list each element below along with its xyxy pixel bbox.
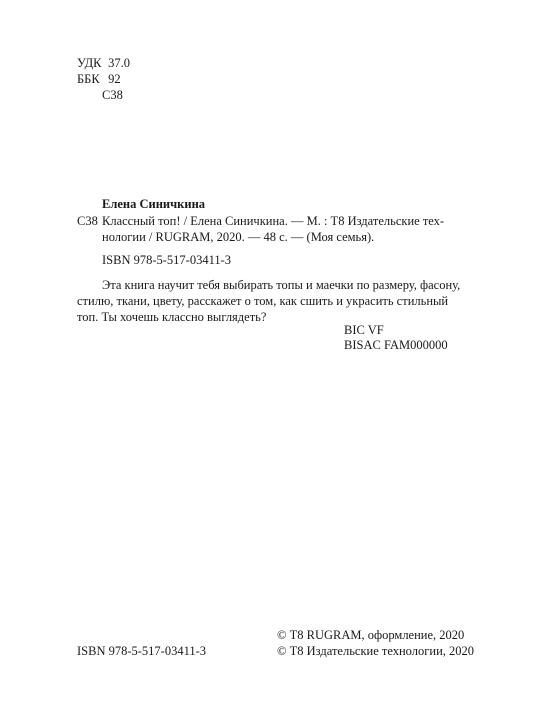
bbk-value: 92 bbox=[108, 72, 121, 86]
footer-isbn: ISBN 978-5-517-03411-3 bbox=[77, 644, 207, 658]
entry-line-1: Классный топ! / Елена Синичкина. — М. : Т8 Издательские тех- bbox=[102, 214, 445, 228]
entry-code: С38 bbox=[77, 214, 98, 228]
udk-value: 37.0 bbox=[108, 56, 130, 70]
udk-label: УДК bbox=[77, 56, 102, 70]
bic-code: BIC VF bbox=[344, 323, 384, 337]
bbk-label: ББК bbox=[77, 72, 100, 86]
bbk-row bbox=[77, 71, 121, 87]
bisac-code: BISAC FAM000000 bbox=[344, 338, 448, 352]
udk-row bbox=[77, 55, 130, 71]
author-mark: С38 bbox=[102, 88, 123, 102]
annotation-line-2: стилю, ткани, цвету, расскажет о том, как сшить и украсить стильный bbox=[77, 294, 449, 308]
annotation-line-1: Эта книга научит тебя выбирать топы и маечки по размеру, фасону, bbox=[102, 278, 461, 292]
entry-author: Елена Синичкина bbox=[102, 197, 206, 211]
entry-isbn: ISBN 978-5-517-03411-3 bbox=[102, 253, 232, 267]
copyright-design: © Т8 RUGRAM, оформление, 2020 bbox=[277, 628, 465, 642]
entry-line-2: нологии / RUGRAM, 2020. — 48 с. — (Моя семья). bbox=[102, 230, 375, 244]
annotation-line-3: топ. Ты хочешь классно выглядеть? bbox=[77, 310, 267, 324]
copyright-publisher: © Т8 Издательские технологии, 2020 bbox=[277, 644, 475, 658]
